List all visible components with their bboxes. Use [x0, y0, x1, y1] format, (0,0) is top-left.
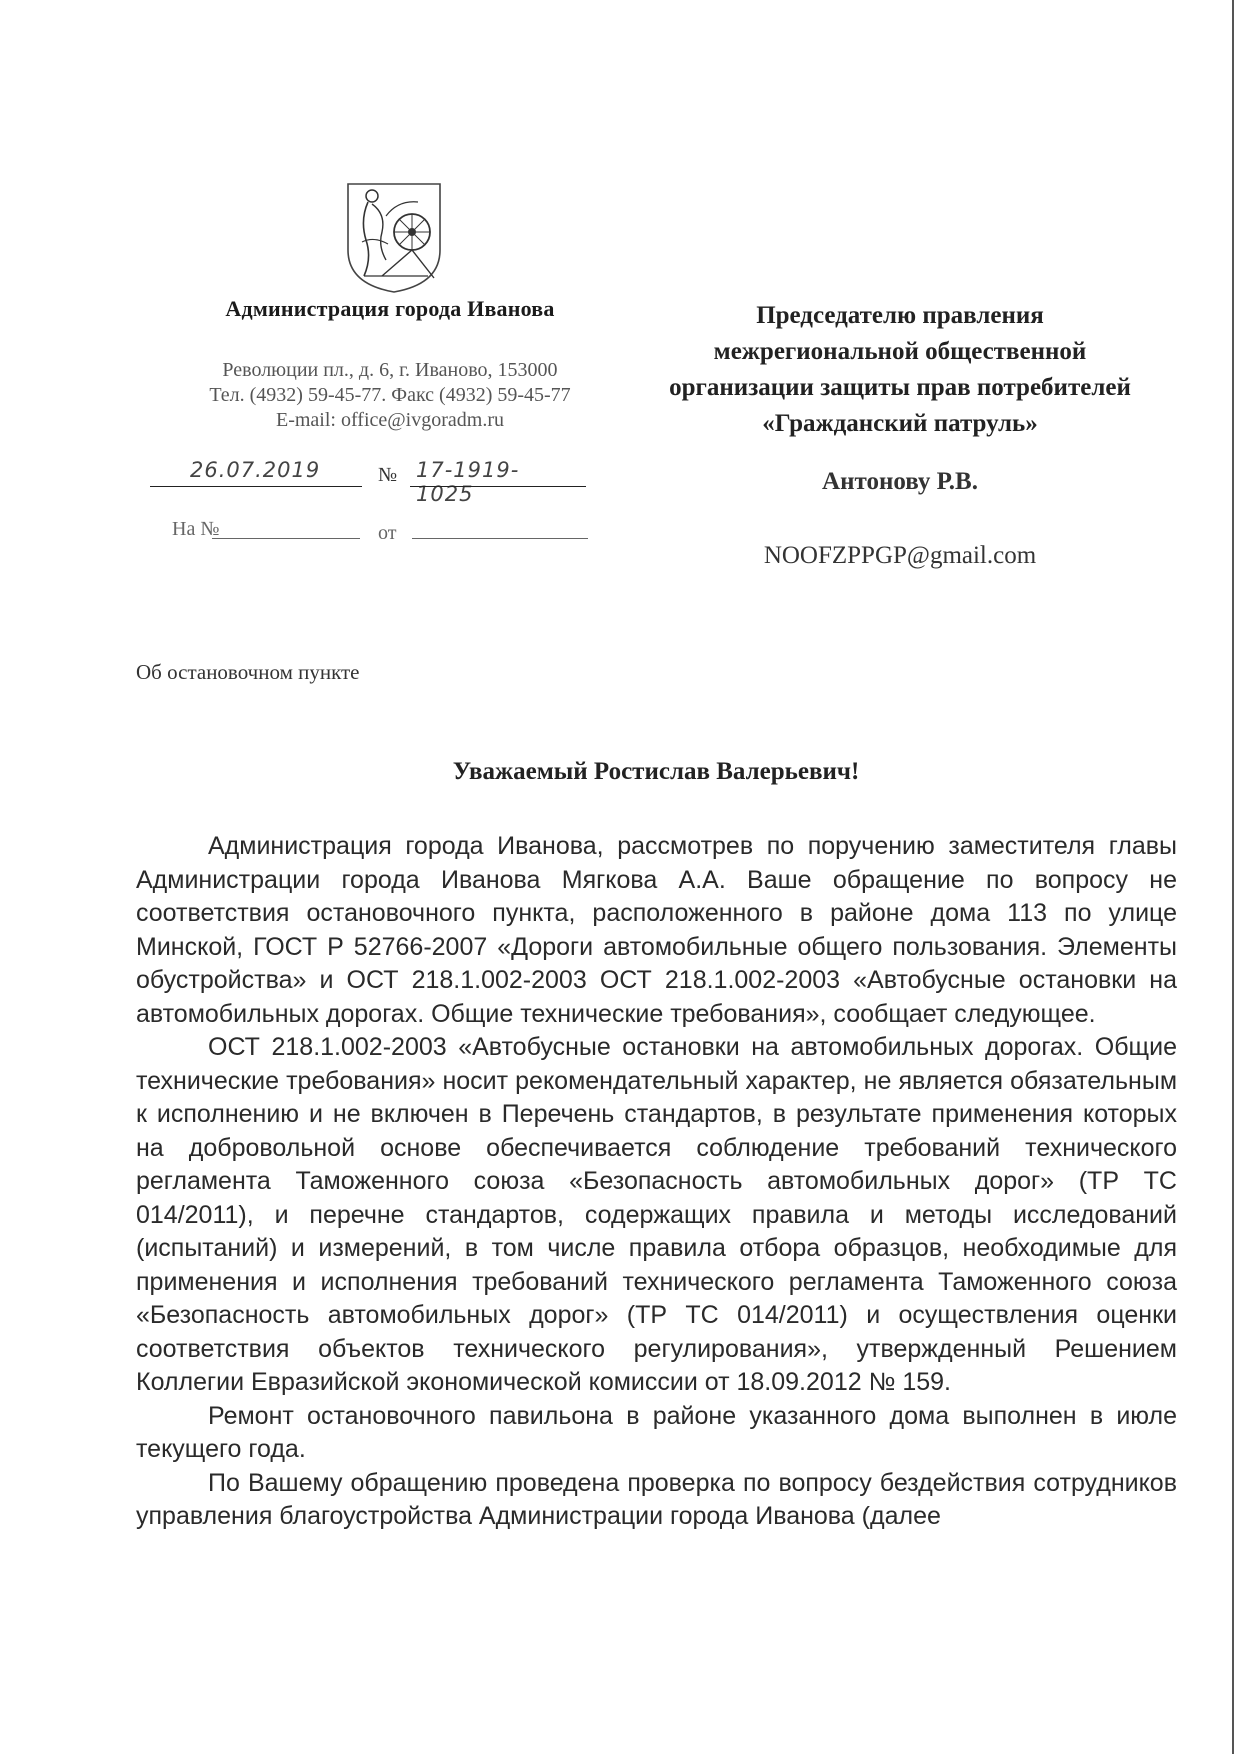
number-underline [410, 486, 586, 487]
salutation: Уважаемый Ростислав Валерьевич! [452, 758, 860, 785]
addressee-name: Антонову Р.В. [822, 468, 978, 495]
sender-contacts [160, 358, 620, 433]
letter-body [136, 830, 1177, 1534]
coat-of-arms-icon [342, 180, 446, 296]
body-paragraph: Ремонт остановочного павильона в районе указанного дома выполнен в июле текущего года. [136, 1401, 1177, 1463]
body-paragraph: Администрация города Иванова, рассмотрев по поручению заместителя главы Администрации города Иванова Мягкова А.А. Ваше обращение по вопросу не соответствия остановочного пункта, расположенного в районе дома 113 по улице Минской, ГОСТ Р 52766-2007 «Дороги автомобильные общего пользования. Элементы обустройства» и ОСТ 218.1.002-2003 ОСТ 218.1.002-2003 «Автобусные остановки на автомобильных дорогах. Общие технические требования», сообщает следующее. [136, 832, 1177, 1028]
reply-from-label: от [378, 522, 397, 544]
letter-subject: Об остановочном пункте [136, 660, 360, 684]
addressee-email: NOOFZPPGP@gmail.com [763, 542, 1037, 569]
registration-line [150, 458, 570, 506]
sender-email: E-mail: office@ivgoradm.ru [276, 409, 504, 431]
body-paragraph: По Вашему обращению проведена проверка по вопросу бездействия сотрудников управления благоустройства Администрации города Иванова (далее [136, 1468, 1177, 1530]
addressee-line: «Гражданский патруль» [762, 410, 1038, 437]
registration-number: 17-1919-1025 [416, 458, 520, 506]
addressee-block [620, 298, 1180, 442]
addressee-line: межрегиональной общественной [713, 338, 1087, 365]
number-label: № [378, 464, 398, 486]
body-paragraph: ОСТ 218.1.002-2003 «Автобусные остановки на автомобильных дорогах. Общие технические требования» носит рекомендательный характер, не является обязательным к исполнению и не включен в Перечень стандартов, в результате применения которых на добровольной основе обеспечивается соблюдение требований технического регламента Таможенного союза «Безопасность автомобильных дорог» (ТР ТС 014/2011), и перечне стандартов, содержащих правила и методы исследований (испытаний) и измерений, в том числе правила отбора образцов, необходимые для применения и исполнения требований технического регламента Таможенного союза «Безопасность автомобильных дорог» (ТР ТС 014/2011) и осуществления оценки соответствия объектов технического регулирования», утвержденный Решением Коллегии Евразийской экономической комиссии от 18.09.2012 № 159. [136, 1033, 1177, 1396]
reply-number-underline [212, 538, 360, 539]
registration-date: 26.07.2019 [190, 458, 321, 482]
date-underline [150, 486, 362, 487]
sender-phone-fax: Тел. (4932) 59-45-77. Факс (4932) 59-45-77 [209, 384, 571, 406]
reply-number-label: На № [172, 518, 220, 540]
reply-to-line [172, 518, 592, 548]
sender-address: Революции пл., д. 6, г. Иваново, 153000 [222, 359, 558, 381]
sender-organization: Администрация города Иванова [225, 296, 555, 321]
scan-edge-line [1232, 0, 1234, 1754]
addressee-line: Председателю правления [756, 302, 1044, 329]
reply-from-underline [412, 538, 588, 539]
addressee-line: организации защиты прав потребителей [669, 374, 1131, 401]
